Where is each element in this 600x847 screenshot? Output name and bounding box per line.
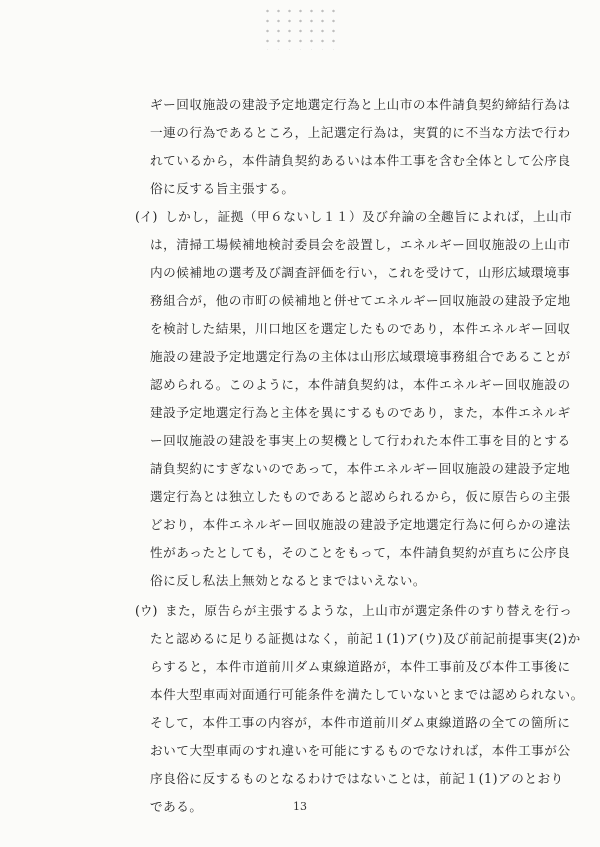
text-line: おいて大型車両のすれ違いを可能にするものでなければ，本件工事が公 — [150, 743, 571, 758]
text-line: 認められる。このように，本件請負契約は，本件エネルギー回収施設の — [150, 377, 571, 392]
text-line: 請負契約にすぎないのであって，本件エネルギー回収施設の建設予定地 — [150, 461, 571, 476]
text-line: 建設予定地選定行為と主体を異にするものであり，また，本件エネルギ — [150, 405, 571, 420]
section-marker: (イ) — [135, 209, 158, 224]
section-marker: (ウ) — [135, 603, 158, 618]
punch-hole-marks — [262, 6, 342, 50]
text-line: ギー回収施設の建設予定地選定行為と上山市の本件請負契約締結行為は — [150, 97, 571, 112]
text-line: 内の候補地の選考及び調査評価を行い，これを受けて，山形広域環境事 — [150, 265, 571, 280]
text-line: どおり，本件エネルギー回収施設の建設予定地選定行為に何らかの違法 — [150, 517, 571, 532]
text-line: 一連の行為であるところ，上記選定行為は，実質的に不当な方法で行わ — [150, 125, 571, 140]
text-line: れているから，本件請負契約あるいは本件工事を含む全体として公序良 — [150, 153, 571, 168]
text-line: そして，本件工事の内容が，本件市道前川ダム東線道路の全ての箇所に — [150, 715, 571, 730]
text-line: は，清掃工場候補地検討委員会を設置し，エネルギー回収施設の上山市 — [150, 237, 571, 252]
text-line: ー回収施設の建設を事実上の契機として行われた本件工事を目的とする — [150, 433, 571, 448]
page-number: 13 — [293, 800, 307, 813]
text-line: また，原告らが主張するような，上山市が選定条件のすり替えを行っ — [165, 603, 573, 618]
text-line: 序良俗に反するものとなるわけではないことは，前記１(1)アのとおり — [150, 771, 564, 786]
text-line: 性があったとしても，そのことをもって，本件請負契約が直ちに公序良 — [150, 545, 571, 560]
text-line: たと認めるに足りる証拠はなく，前記１(1)ア(ウ)及び前記前提事実(2)か — [150, 631, 581, 646]
text-line: しかし，証拠（甲６ないし１１）及び弁論の全趣旨によれば，上山市 — [165, 209, 573, 224]
text-line: 本件大型車両対面通行可能条件を満たしていないとまでは認められない。 — [150, 687, 584, 702]
text-line: 施設の建設予定地選定行為の主体は山形広域環境事務組合であることが — [150, 349, 571, 364]
text-line: 務組合が，他の市町の候補地と併せてエネルギー回収施設の建設予定地 — [150, 293, 571, 308]
text-line: を検討した結果，川口地区を選定したものであり，本件エネルギー回収 — [150, 321, 571, 336]
text-line: である。 — [150, 799, 203, 814]
text-line: らすると，本件市道前川ダム東線道路が，本件工事前及び本件工事後に — [150, 659, 571, 674]
text-line: 俗に反し私法上無効となるとまではいえない。 — [150, 573, 427, 588]
text-line: 俗に反する旨主張する。 — [150, 181, 295, 196]
text-line: 選定行為とは独立したものであると認められるから，仮に原告らの主張 — [150, 489, 571, 504]
